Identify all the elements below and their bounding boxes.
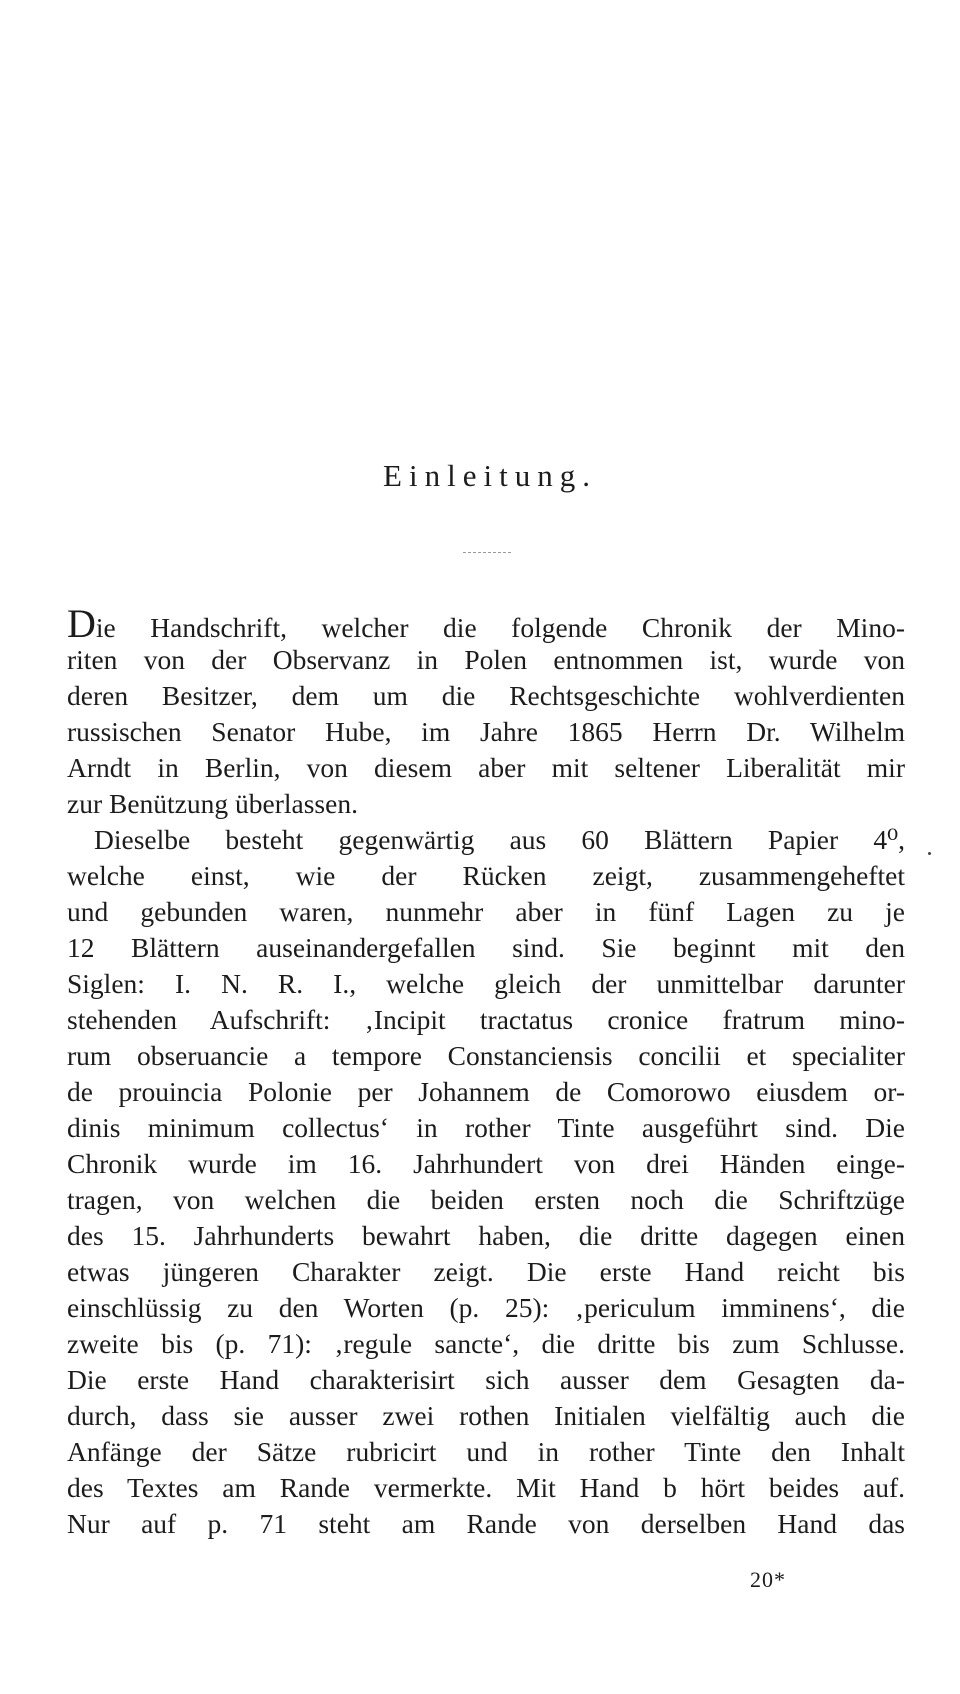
folio-number: 20* <box>750 1567 786 1592</box>
text-line: Siglen: I. N. R. I., welche gleich der unmittelbar darunter <box>67 968 905 999</box>
text-line: zweite bis (p. 71): ‚regule sancte‘, die dritte bis zum Schlusse. <box>67 1328 905 1359</box>
paragraph-2 <box>67 822 905 1542</box>
text-line: tragen, von welchen die beiden ersten noch die Schriftzüge <box>67 1184 905 1215</box>
text-line: und gebunden waren, nunmehr aber in fünf Lagen zu je <box>67 896 905 927</box>
text-line: etwas jüngeren Charakter zeigt. Die erste Hand reicht bis <box>67 1256 905 1287</box>
text-line: dinis minimum collectus‘ in rother Tinte ausgeführt sind. Die <box>67 1112 905 1143</box>
text-line: durch, dass sie ausser zwei rothen Initialen vielfältig auch die <box>67 1400 905 1431</box>
text-line: zur Benützung überlassen. <box>67 788 358 819</box>
text-line-content: ie Handschrift, welcher die folgende Chronik der Mino- <box>95 612 905 643</box>
text-line: Dieselbe besteht gegenwärtig aus 60 Blättern Papier 4⁰, <box>94 824 905 855</box>
text-line: Arndt in Berlin, von diesem aber mit seltener Liberalität mir <box>67 752 905 783</box>
text-line: riten von der Observanz in Polen entnommen ist, wurde von <box>67 644 905 675</box>
text-line: einschlüssig zu den Worten (p. 25): ‚periculum imminens‘, die <box>67 1292 905 1323</box>
text-line: 12 Blättern auseinandergefallen sind. Sie beginnt mit den <box>67 932 905 963</box>
text-line: Die erste Hand charakterisirt sich ausser dem Gesagten da- <box>67 1364 905 1395</box>
text-line: stehenden Aufschrift: ‚Incipit tractatus cronice fratrum mino- <box>67 1004 905 1035</box>
paragraph-1 <box>67 601 905 822</box>
text-line: des Textes am Rande vermerkte. Mit Hand b hört beides auf. <box>67 1472 905 1503</box>
text-line: Nur auf p. 71 steht am Rande von derselben Hand das <box>67 1508 905 1539</box>
text-line: Chronik wurde im 16. Jahrhundert von drei Händen einge- <box>67 1148 905 1179</box>
text-line: russischen Senator Hube, im Jahre 1865 Herrn Dr. Wilhelm <box>67 716 905 747</box>
text-line: des 15. Jahrhunderts bewahrt haben, die dritte dagegen einen <box>67 1220 905 1251</box>
text-line: Anfänge der Sätze rubricirt und in rother Tinte den Inhalt <box>67 1436 905 1467</box>
body-text <box>67 601 905 1542</box>
text-line: welche einst, wie der Rücken zeigt, zusammengeheftet <box>67 860 905 891</box>
text-line: de prouincia Polonie per Johannem de Comorowo eiusdem or- <box>67 1076 905 1107</box>
text-line: rum obseruancie a tempore Constanciensis concilii et specialiter <box>67 1040 905 1071</box>
title-divider <box>463 552 511 553</box>
margin-mark <box>928 852 931 855</box>
text-line <box>67 601 905 646</box>
drop-cap: D <box>67 601 96 646</box>
page-title: Einleitung. <box>383 458 597 493</box>
text-line: deren Besitzer, dem um die Rechtsgeschichte wohlverdienten <box>67 680 905 711</box>
